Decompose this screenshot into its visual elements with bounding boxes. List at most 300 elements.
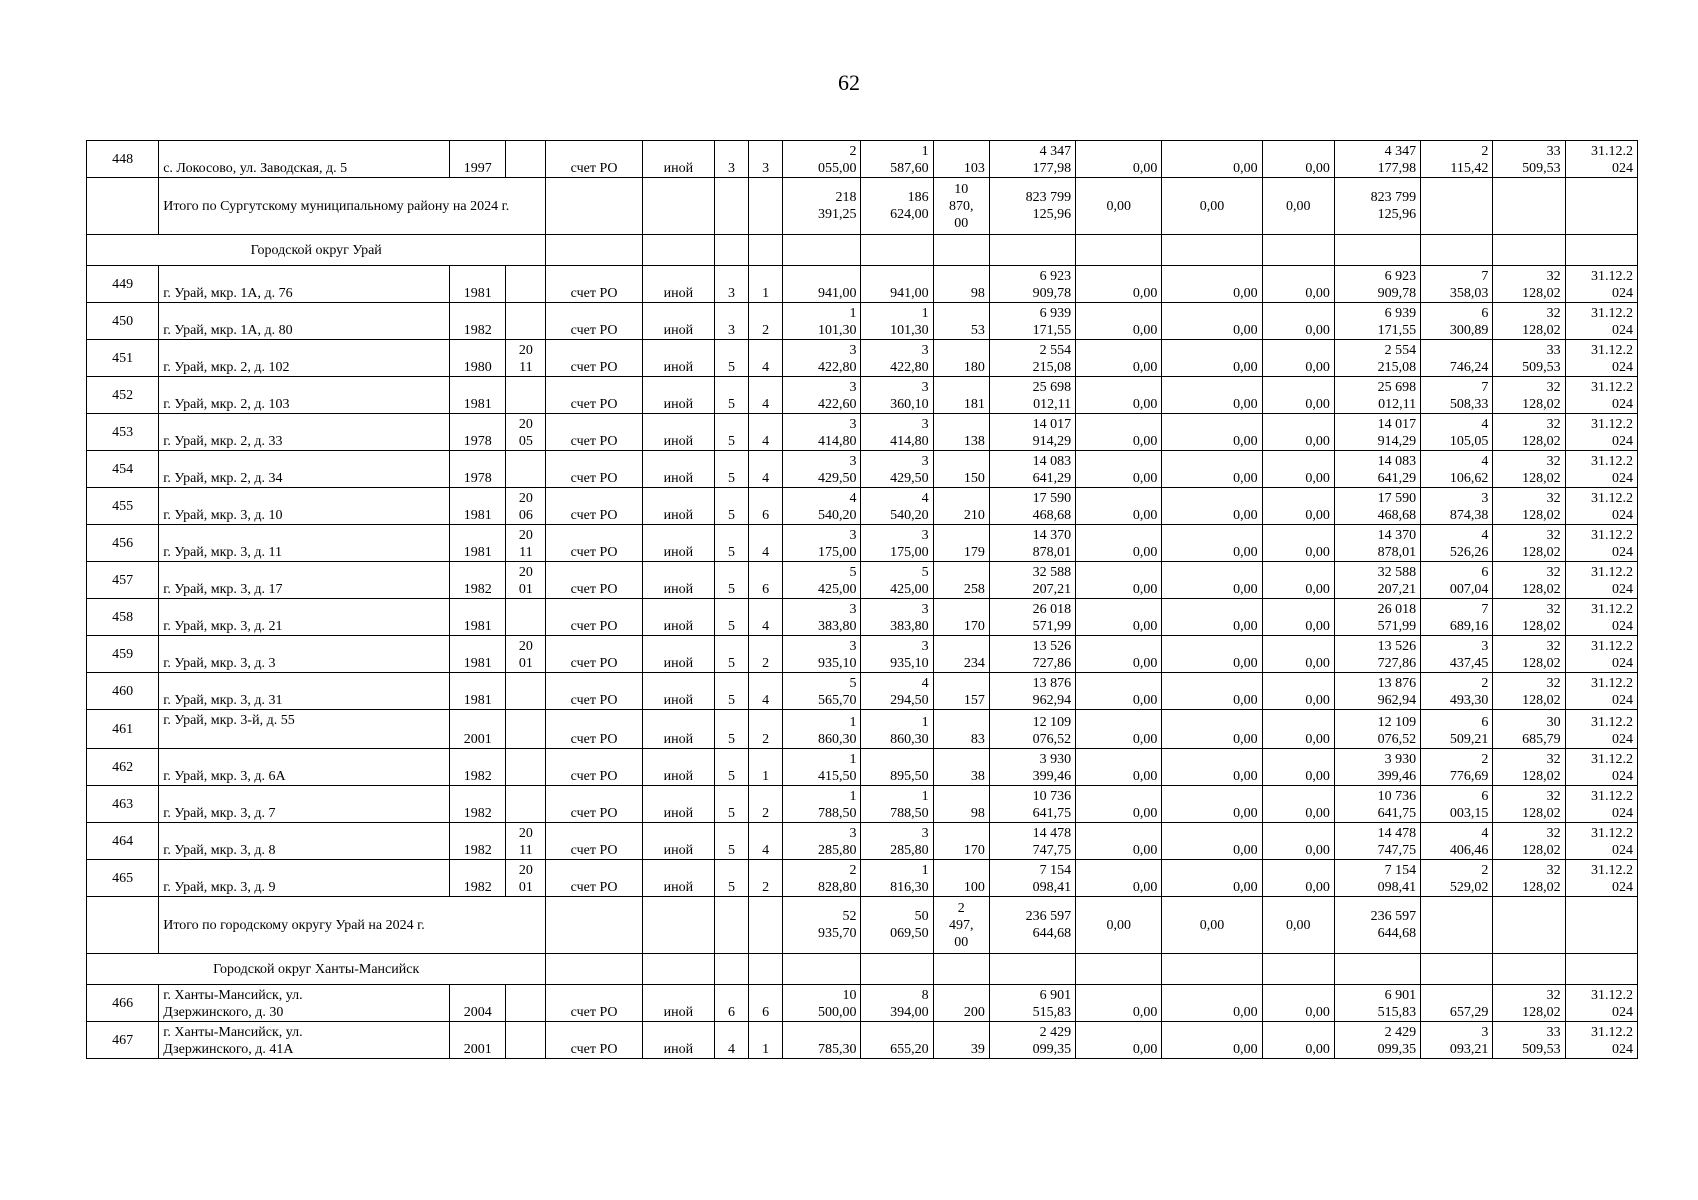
empty-cell <box>1493 178 1565 235</box>
owners-funds-cell: 14 478 747,75 <box>1334 823 1420 860</box>
deadline-cell: 31.12.2 024 <box>1565 710 1637 749</box>
total-area-cell: 1 788,50 <box>783 786 861 823</box>
max-unit-cost-cell: 32 128,02 <box>1493 860 1565 897</box>
operator-cell: иной <box>642 860 714 897</box>
year-built-cell: 1982 <box>450 303 506 340</box>
operator-cell: иной <box>642 488 714 525</box>
section-header-row <box>87 954 1638 985</box>
cost-cell: 13 876 962,94 <box>989 673 1075 710</box>
operator-cell: иной <box>642 985 714 1022</box>
floors-cell: 4 <box>714 1022 748 1059</box>
empty-cell <box>642 897 714 954</box>
owners-funds-cell: 25 698 012,11 <box>1334 377 1420 414</box>
address-cell: г. Урай, мкр. 3, д. 11 <box>159 525 450 562</box>
empty-cell <box>783 235 861 266</box>
year-built-cell: 1981 <box>450 488 506 525</box>
year-reconstruction-cell <box>506 786 546 823</box>
address-cell: г. Урай, мкр. 2, д. 34 <box>159 451 450 488</box>
fund-source-3-cell: 0,00 <box>1262 525 1334 562</box>
unit-cost-cell: 2 776,69 <box>1421 749 1493 786</box>
unit-cost-cell: 7 508,33 <box>1421 377 1493 414</box>
floors-cell: 6 <box>714 985 748 1022</box>
floors-cell: 3 <box>714 303 748 340</box>
empty-cell <box>1493 897 1565 954</box>
empty-cell <box>1076 954 1162 985</box>
cost-cell: 3 930 399,46 <box>989 749 1075 786</box>
max-unit-cost-cell: 32 128,02 <box>1493 636 1565 673</box>
fund-method-cell: счет РО <box>546 377 642 414</box>
residents-cell: 38 <box>933 749 989 786</box>
fund-source-3-cell: 0,00 <box>1262 141 1334 178</box>
fund-source-1-sum: 0,00 <box>1076 178 1162 235</box>
residents-cell: 103 <box>933 141 989 178</box>
fund-source-2-cell: 0,00 <box>1162 562 1262 599</box>
owners-funds-cell: 26 018 571,99 <box>1334 599 1420 636</box>
owners-funds-sum: 236 597 644,68 <box>1334 897 1420 954</box>
table-row <box>87 488 1638 525</box>
entrances-cell: 1 <box>749 749 783 786</box>
operator-cell: иной <box>642 786 714 823</box>
total-label: Итого по городскому округу Урай на 2024 г. <box>159 897 546 954</box>
empty-cell <box>1162 954 1262 985</box>
empty-cell <box>546 897 642 954</box>
deadline-cell: 31.12.2 024 <box>1565 599 1637 636</box>
operator-cell: иной <box>642 823 714 860</box>
empty-cell <box>1334 954 1420 985</box>
year-built-cell: 1982 <box>450 562 506 599</box>
residents-cell: 150 <box>933 451 989 488</box>
cost-cell: 32 588 207,21 <box>989 562 1075 599</box>
cost-cell: 14 083 641,29 <box>989 451 1075 488</box>
owners-funds-cell: 17 590 468,68 <box>1334 488 1420 525</box>
fund-method-cell: счет РО <box>546 636 642 673</box>
living-area-cell: 1 788,50 <box>861 786 933 823</box>
year-reconstruction-cell <box>506 710 546 749</box>
fund-method-cell: счет РО <box>546 710 642 749</box>
cost-cell: 12 109 076,52 <box>989 710 1075 749</box>
fund-method-cell: счет РО <box>546 749 642 786</box>
year-reconstruction-cell: 20 05 <box>506 414 546 451</box>
year-reconstruction-cell <box>506 377 546 414</box>
empty-cell <box>1262 235 1334 266</box>
row-number: 461 <box>87 710 159 749</box>
unit-cost-cell: 4 106,62 <box>1421 451 1493 488</box>
year-built-cell: 1978 <box>450 451 506 488</box>
address-cell: г. Ханты-Мансийск, ул. Дзержинского, д. 41А <box>159 1022 450 1059</box>
year-built-cell: 1997 <box>450 141 506 178</box>
operator-cell: иной <box>642 414 714 451</box>
section-title: Городской округ Урай <box>87 235 546 266</box>
fund-source-3-cell: 0,00 <box>1262 414 1334 451</box>
entrances-cell: 4 <box>749 340 783 377</box>
empty-cell <box>1421 178 1493 235</box>
fund-source-1-cell: 0,00 <box>1076 599 1162 636</box>
entrances-cell: 6 <box>749 985 783 1022</box>
deadline-cell: 31.12.2 024 <box>1565 860 1637 897</box>
address-cell: г. Урай, мкр. 2, д. 102 <box>159 340 450 377</box>
year-built-cell: 1982 <box>450 786 506 823</box>
table-row <box>87 786 1638 823</box>
empty-cell <box>642 235 714 266</box>
operator-cell: иной <box>642 636 714 673</box>
fund-source-1-cell: 0,00 <box>1076 673 1162 710</box>
floors-cell: 5 <box>714 340 748 377</box>
address-cell: г. Урай, мкр. 2, д. 103 <box>159 377 450 414</box>
operator-cell: иной <box>642 562 714 599</box>
total-area-cell: 3 935,10 <box>783 636 861 673</box>
cost-cell: 14 370 878,01 <box>989 525 1075 562</box>
entrances-cell: 4 <box>749 377 783 414</box>
entrances-cell: 4 <box>749 451 783 488</box>
address-cell: г. Урай, мкр. 3, д. 31 <box>159 673 450 710</box>
deadline-cell: 31.12.2 024 <box>1565 525 1637 562</box>
total-area-cell: 785,30 <box>783 1022 861 1059</box>
row-number: 459 <box>87 636 159 673</box>
empty-cell <box>989 954 1075 985</box>
residents-cell: 170 <box>933 599 989 636</box>
empty-cell <box>1565 897 1637 954</box>
row-number: 457 <box>87 562 159 599</box>
year-built-cell: 1981 <box>450 377 506 414</box>
year-built-cell: 2001 <box>450 710 506 749</box>
year-reconstruction-cell <box>506 451 546 488</box>
fund-method-cell: счет РО <box>546 340 642 377</box>
owners-funds-cell: 3 930 399,46 <box>1334 749 1420 786</box>
empty-cell <box>546 235 642 266</box>
year-reconstruction-cell: 20 01 <box>506 860 546 897</box>
fund-source-1-sum: 0,00 <box>1076 897 1162 954</box>
total-area-cell: 1 860,30 <box>783 710 861 749</box>
deadline-cell: 31.12.2 024 <box>1565 749 1637 786</box>
total-area-sum: 52 935,70 <box>783 897 861 954</box>
row-number: 467 <box>87 1022 159 1059</box>
owners-funds-cell: 13 876 962,94 <box>1334 673 1420 710</box>
floors-cell: 5 <box>714 414 748 451</box>
fund-source-2-cell: 0,00 <box>1162 636 1262 673</box>
year-reconstruction-cell <box>506 266 546 303</box>
max-unit-cost-cell: 32 128,02 <box>1493 377 1565 414</box>
total-area-cell: 5 425,00 <box>783 562 861 599</box>
residents-cell: 180 <box>933 340 989 377</box>
year-reconstruction-cell: 20 11 <box>506 340 546 377</box>
empty-cell <box>933 954 989 985</box>
residents-cell: 39 <box>933 1022 989 1059</box>
floors-cell: 5 <box>714 823 748 860</box>
owners-funds-cell: 12 109 076,52 <box>1334 710 1420 749</box>
cost-cell: 4 347 177,98 <box>989 141 1075 178</box>
total-area-cell: 10 500,00 <box>783 985 861 1022</box>
table-row <box>87 377 1638 414</box>
row-number: 451 <box>87 340 159 377</box>
fund-source-3-cell: 0,00 <box>1262 985 1334 1022</box>
fund-source-1-cell: 0,00 <box>1076 141 1162 178</box>
deadline-cell: 31.12.2 024 <box>1565 562 1637 599</box>
address-cell: г. Урай, мкр. 3, д. 10 <box>159 488 450 525</box>
address-cell: г. Урай, мкр. 2, д. 33 <box>159 414 450 451</box>
address-cell: г. Урай, мкр. 3, д. 7 <box>159 786 450 823</box>
fund-source-2-cell: 0,00 <box>1162 340 1262 377</box>
cost-cell: 2 554 215,08 <box>989 340 1075 377</box>
fund-source-3-cell: 0,00 <box>1262 562 1334 599</box>
empty-cell <box>714 235 748 266</box>
floors-cell: 5 <box>714 525 748 562</box>
row-number: 456 <box>87 525 159 562</box>
cost-cell: 26 018 571,99 <box>989 599 1075 636</box>
fund-method-cell: счет РО <box>546 599 642 636</box>
table-row <box>87 451 1638 488</box>
fund-source-3-cell: 0,00 <box>1262 823 1334 860</box>
max-unit-cost-cell: 30 685,79 <box>1493 710 1565 749</box>
address-cell: г. Урай, мкр. 3, д. 3 <box>159 636 450 673</box>
empty-cell <box>87 897 159 954</box>
year-built-cell: 1981 <box>450 525 506 562</box>
address-cell: г. Ханты-Мансийск, ул. Дзержинского, д. 30 <box>159 985 450 1022</box>
deadline-cell: 31.12.2 024 <box>1565 786 1637 823</box>
total-area-sum: 218 391,25 <box>783 178 861 235</box>
max-unit-cost-cell: 32 128,02 <box>1493 266 1565 303</box>
fund-source-2-cell: 0,00 <box>1162 749 1262 786</box>
cost-cell: 2 429 099,35 <box>989 1022 1075 1059</box>
empty-cell <box>87 178 159 235</box>
operator-cell: иной <box>642 673 714 710</box>
fund-method-cell: счет РО <box>546 823 642 860</box>
living-area-sum: 186 624,00 <box>861 178 933 235</box>
unit-cost-cell: 3 437,45 <box>1421 636 1493 673</box>
year-built-cell: 1981 <box>450 673 506 710</box>
empty-cell <box>714 954 748 985</box>
fund-source-3-cell: 0,00 <box>1262 749 1334 786</box>
living-area-cell: 3 383,80 <box>861 599 933 636</box>
deadline-cell: 31.12.2 024 <box>1565 266 1637 303</box>
cost-cell: 14 478 747,75 <box>989 823 1075 860</box>
cost-cell: 14 017 914,29 <box>989 414 1075 451</box>
year-reconstruction-cell <box>506 303 546 340</box>
empty-cell <box>1421 235 1493 266</box>
section-title: Городской округ Ханты-Мансийск <box>87 954 546 985</box>
empty-cell <box>714 897 748 954</box>
table-row <box>87 673 1638 710</box>
entrances-cell: 2 <box>749 710 783 749</box>
max-unit-cost-cell: 32 128,02 <box>1493 749 1565 786</box>
entrances-cell: 2 <box>749 786 783 823</box>
operator-cell: иной <box>642 377 714 414</box>
total-area-cell: 4 540,20 <box>783 488 861 525</box>
year-built-cell: 2004 <box>450 985 506 1022</box>
fund-source-1-cell: 0,00 <box>1076 451 1162 488</box>
year-built-cell: 1981 <box>450 636 506 673</box>
residents-cell: 98 <box>933 786 989 823</box>
table-row <box>87 340 1638 377</box>
year-reconstruction-cell <box>506 985 546 1022</box>
living-area-cell: 895,50 <box>861 749 933 786</box>
year-reconstruction-cell <box>506 141 546 178</box>
fund-source-3-cell: 0,00 <box>1262 786 1334 823</box>
deadline-cell: 31.12.2 024 <box>1565 488 1637 525</box>
unit-cost-cell: 7 689,16 <box>1421 599 1493 636</box>
fund-source-2-cell: 0,00 <box>1162 488 1262 525</box>
deadline-cell: 31.12.2 024 <box>1565 823 1637 860</box>
unit-cost-cell: 2 529,02 <box>1421 860 1493 897</box>
total-row <box>87 178 1638 235</box>
residents-cell: 210 <box>933 488 989 525</box>
address-cell: г. Урай, мкр. 3, д. 6А <box>159 749 450 786</box>
total-area-cell: 3 422,60 <box>783 377 861 414</box>
entrances-cell: 4 <box>749 599 783 636</box>
residents-cell: 98 <box>933 266 989 303</box>
empty-cell <box>1334 235 1420 266</box>
row-number: 455 <box>87 488 159 525</box>
table-row <box>87 562 1638 599</box>
fund-source-1-cell: 0,00 <box>1076 340 1162 377</box>
cost-cell: 6 901 515,83 <box>989 985 1075 1022</box>
year-reconstruction-cell <box>506 1022 546 1059</box>
row-number: 448 <box>87 141 159 178</box>
owners-funds-cell: 6 939 171,55 <box>1334 303 1420 340</box>
empty-cell <box>714 178 748 235</box>
fund-source-2-cell: 0,00 <box>1162 451 1262 488</box>
residents-cell: 179 <box>933 525 989 562</box>
cost-sum: 823 799 125,96 <box>989 178 1075 235</box>
year-reconstruction-cell: 20 01 <box>506 636 546 673</box>
address-cell: г. Урай, мкр. 3, д. 9 <box>159 860 450 897</box>
address-cell: г. Урай, мкр. 3, д. 8 <box>159 823 450 860</box>
address-cell: г. Урай, мкр. 3, д. 21 <box>159 599 450 636</box>
max-unit-cost-cell: 32 128,02 <box>1493 985 1565 1022</box>
deadline-cell: 31.12.2 024 <box>1565 340 1637 377</box>
year-reconstruction-cell: 20 06 <box>506 488 546 525</box>
operator-cell: иной <box>642 141 714 178</box>
housing-registry-table <box>86 140 1638 1059</box>
year-built-cell: 1980 <box>450 340 506 377</box>
empty-cell <box>1262 954 1334 985</box>
row-number: 463 <box>87 786 159 823</box>
fund-source-2-cell: 0,00 <box>1162 377 1262 414</box>
fund-method-cell: счет РО <box>546 451 642 488</box>
owners-funds-cell: 6 923 909,78 <box>1334 266 1420 303</box>
fund-source-3-cell: 0,00 <box>1262 860 1334 897</box>
unit-cost-cell: 2 115,42 <box>1421 141 1493 178</box>
fund-source-1-cell: 0,00 <box>1076 266 1162 303</box>
empty-cell <box>1421 897 1493 954</box>
living-area-cell: 4 294,50 <box>861 673 933 710</box>
residents-cell: 100 <box>933 860 989 897</box>
table-row <box>87 860 1638 897</box>
owners-funds-cell: 13 526 727,86 <box>1334 636 1420 673</box>
row-number: 453 <box>87 414 159 451</box>
empty-cell <box>642 178 714 235</box>
address-cell: г. Урай, мкр. 3, д. 17 <box>159 562 450 599</box>
total-area-cell: 3 414,80 <box>783 414 861 451</box>
total-area-cell: 1 415,50 <box>783 749 861 786</box>
cost-cell: 7 154 098,41 <box>989 860 1075 897</box>
living-area-cell: 3 360,10 <box>861 377 933 414</box>
year-built-cell: 1981 <box>450 599 506 636</box>
table-row <box>87 303 1638 340</box>
empty-cell <box>1565 235 1637 266</box>
empty-cell <box>1421 954 1493 985</box>
deadline-cell: 31.12.2 024 <box>1565 414 1637 451</box>
fund-source-1-cell: 0,00 <box>1076 710 1162 749</box>
entrances-cell: 2 <box>749 636 783 673</box>
row-number: 450 <box>87 303 159 340</box>
max-unit-cost-cell: 33 509,53 <box>1493 1022 1565 1059</box>
residents-cell: 181 <box>933 377 989 414</box>
fund-source-2-cell: 0,00 <box>1162 710 1262 749</box>
fund-source-2-cell: 0,00 <box>1162 823 1262 860</box>
empty-cell <box>546 954 642 985</box>
floors-cell: 5 <box>714 710 748 749</box>
fund-source-1-cell: 0,00 <box>1076 1022 1162 1059</box>
entrances-cell: 4 <box>749 414 783 451</box>
table-row <box>87 599 1638 636</box>
empty-cell <box>1162 235 1262 266</box>
max-unit-cost-cell: 32 128,02 <box>1493 562 1565 599</box>
max-unit-cost-cell: 33 509,53 <box>1493 141 1565 178</box>
address-cell: г. Урай, мкр. 1А, д. 80 <box>159 303 450 340</box>
owners-funds-cell: 10 736 641,75 <box>1334 786 1420 823</box>
fund-source-3-cell: 0,00 <box>1262 488 1334 525</box>
year-reconstruction-cell <box>506 599 546 636</box>
empty-cell <box>749 178 783 235</box>
year-built-cell: 1981 <box>450 266 506 303</box>
fund-method-cell: счет РО <box>546 562 642 599</box>
entrances-cell: 2 <box>749 860 783 897</box>
living-area-cell: 3 285,80 <box>861 823 933 860</box>
owners-funds-cell: 14 083 641,29 <box>1334 451 1420 488</box>
fund-source-2-cell: 0,00 <box>1162 786 1262 823</box>
unit-cost-cell: 746,24 <box>1421 340 1493 377</box>
residents-cell: 170 <box>933 823 989 860</box>
residents-cell: 258 <box>933 562 989 599</box>
floors-cell: 5 <box>714 749 748 786</box>
fund-source-1-cell: 0,00 <box>1076 377 1162 414</box>
living-area-cell: 1 587,60 <box>861 141 933 178</box>
floors-cell: 3 <box>714 141 748 178</box>
floors-cell: 5 <box>714 636 748 673</box>
fund-source-3-cell: 0,00 <box>1262 599 1334 636</box>
living-area-sum: 50 069,50 <box>861 897 933 954</box>
fund-source-2-cell: 0,00 <box>1162 266 1262 303</box>
max-unit-cost-cell: 32 128,02 <box>1493 451 1565 488</box>
deadline-cell: 31.12.2 024 <box>1565 673 1637 710</box>
year-reconstruction-cell <box>506 673 546 710</box>
max-unit-cost-cell: 32 128,02 <box>1493 414 1565 451</box>
deadline-cell: 31.12.2 024 <box>1565 451 1637 488</box>
deadline-cell: 31.12.2 024 <box>1565 985 1637 1022</box>
living-area-cell: 8 394,00 <box>861 985 933 1022</box>
row-number: 449 <box>87 266 159 303</box>
table-row <box>87 141 1638 178</box>
entrances-cell: 6 <box>749 488 783 525</box>
max-unit-cost-cell: 32 128,02 <box>1493 488 1565 525</box>
operator-cell: иной <box>642 266 714 303</box>
deadline-cell: 31.12.2 024 <box>1565 141 1637 178</box>
residents-sum: 10 870, 00 <box>933 178 989 235</box>
floors-cell: 3 <box>714 266 748 303</box>
operator-cell: иной <box>642 303 714 340</box>
residents-cell: 83 <box>933 710 989 749</box>
unit-cost-cell: 4 526,26 <box>1421 525 1493 562</box>
fund-source-3-cell: 0,00 <box>1262 340 1334 377</box>
unit-cost-cell: 6 007,04 <box>1421 562 1493 599</box>
empty-cell <box>546 178 642 235</box>
total-area-cell: 1 101,30 <box>783 303 861 340</box>
floors-cell: 5 <box>714 451 748 488</box>
residents-cell: 157 <box>933 673 989 710</box>
fund-source-1-cell: 0,00 <box>1076 749 1162 786</box>
empty-cell <box>933 235 989 266</box>
table-row <box>87 266 1638 303</box>
